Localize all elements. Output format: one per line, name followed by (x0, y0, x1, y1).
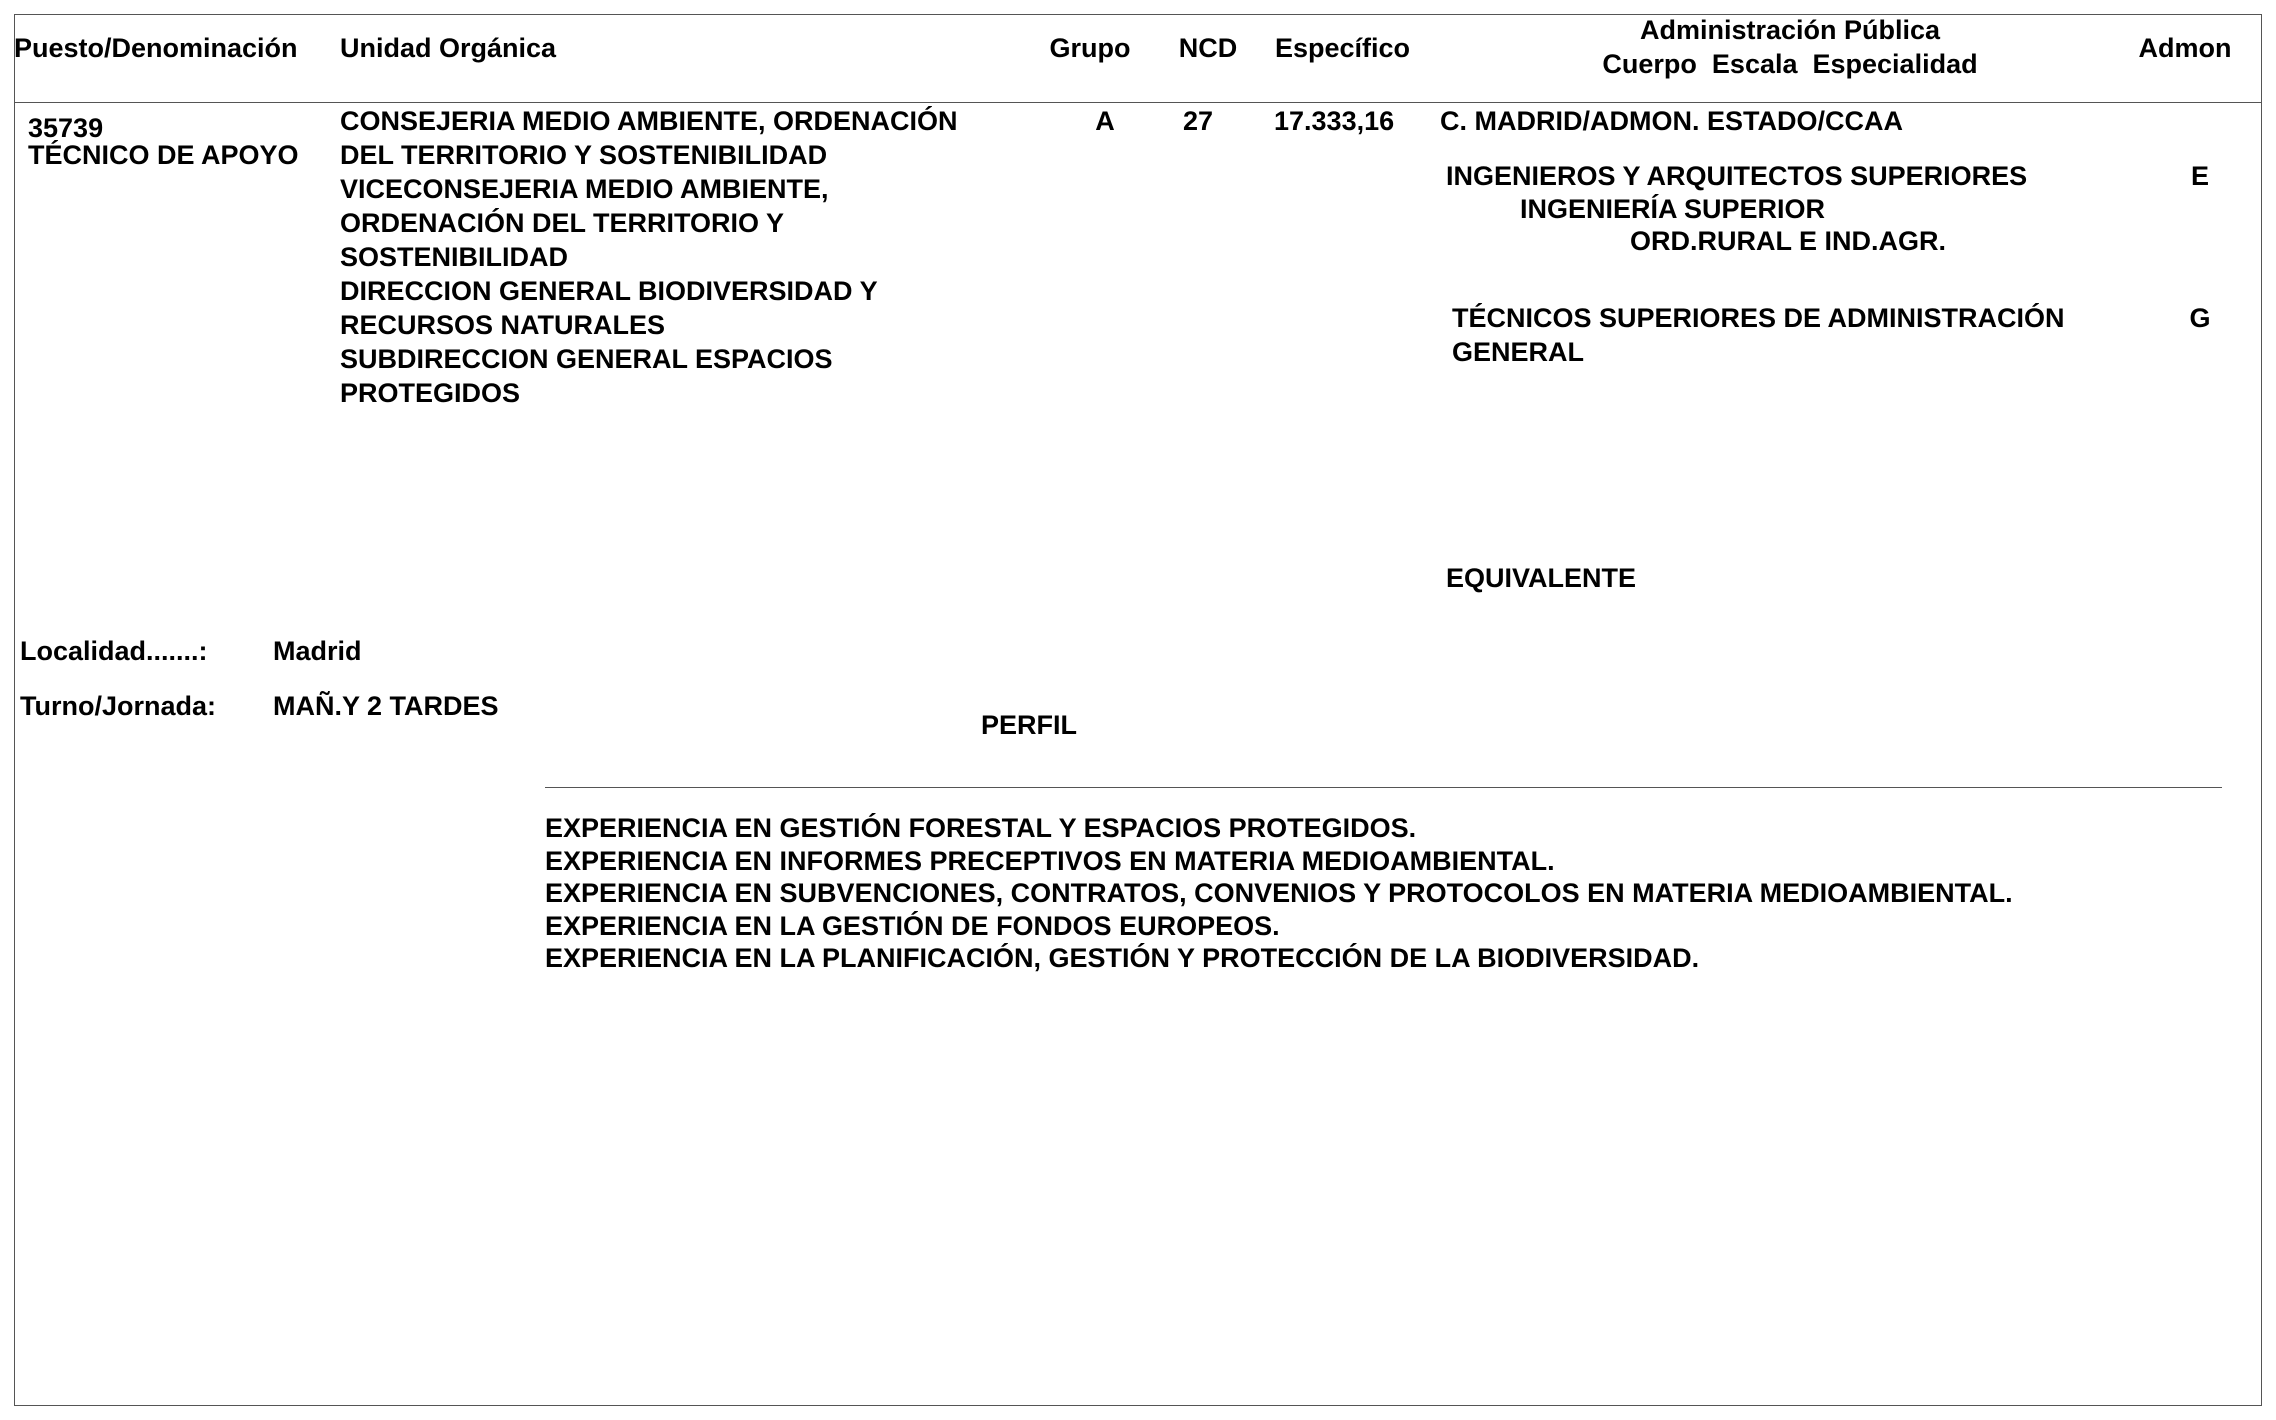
perfil-item: EXPERIENCIA EN SUBVENCIONES, CONTRATOS, CONVENIOS Y PROTOCOLOS EN MATERIA MEDIOAMBIENTAL. (545, 878, 2013, 908)
puesto-denominacion: TÉCNICO DE APOYO (28, 140, 299, 170)
unidad-organica-line: RECURSOS NATURALES (340, 310, 666, 340)
turno-value: MAÑ.Y 2 TARDES (273, 691, 499, 721)
cuerpo-2-line1: TÉCNICOS SUPERIORES DE ADMINISTRACIÓN (1452, 303, 2065, 333)
perfil-item: EXPERIENCIA EN LA GESTIÓN DE FONDOS EUROPEOS. (545, 910, 1280, 941)
unidad-organica-line: VICECONSEJERIA MEDIO AMBIENTE, (340, 174, 829, 204)
perfil-item: EXPERIENCIA EN LA PLANIFICACIÓN, GESTIÓN Y PROTECCIÓN DE LA BIODIVERSIDAD. (545, 943, 1700, 973)
turno-label: Turno/Jornada: (20, 691, 217, 721)
puesto-codigo: 35739 (28, 113, 104, 143)
header-unidad-organica: Unidad Orgánica (340, 33, 557, 63)
cuerpo-1: INGENIEROS Y ARQUITECTOS SUPERIORES (1446, 161, 2028, 191)
grupo-value: A (1095, 106, 1115, 136)
header-especifico: Específico (1275, 33, 1411, 63)
unidad-organica-line: PROTEGIDOS (340, 378, 521, 408)
header-separator (14, 102, 2262, 103)
header-grupo: Grupo (1049, 33, 1131, 63)
administracion-value: C. MADRID/ADMON. ESTADO/CCAA (1440, 106, 1903, 136)
escala-1: INGENIERÍA SUPERIOR (1520, 194, 1826, 224)
perfil-separator (545, 787, 2222, 788)
header-cuerpo-escala-especialidad: Cuerpo Escala Especialidad (1602, 49, 1978, 79)
unidad-organica-block (340, 104, 958, 410)
unidad-organica-line: CONSEJERIA MEDIO AMBIENTE, ORDENACIÓN (340, 106, 958, 136)
especifico-value: 17.333,16 (1274, 106, 1395, 136)
admon-2: G (2189, 303, 2211, 333)
localidad-value: Madrid (273, 636, 362, 666)
unidad-organica-line: SUBDIRECCION GENERAL ESPACIOS (340, 344, 833, 374)
perfil-title: PERFIL (981, 710, 1078, 740)
unidad-organica-line: SOSTENIBILIDAD (340, 242, 569, 272)
ncd-value: 27 (1182, 106, 1214, 136)
header-administracion-publica: Administración Pública (1639, 15, 1941, 45)
unidad-organica-line: DEL TERRITORIO Y SOSTENIBILIDAD (340, 140, 828, 170)
especialidad-1: ORD.RURAL E IND.AGR. (1630, 226, 1947, 256)
perfil-item: EXPERIENCIA EN GESTIÓN FORESTAL Y ESPACIOS PROTEGIDOS. (545, 813, 1417, 843)
admon-1: E (2190, 161, 2209, 191)
perfil-item: EXPERIENCIA EN INFORMES PRECEPTIVOS EN MATERIA MEDIOAMBIENTAL. (545, 845, 1555, 876)
header-puesto: Puesto/Denominación (14, 33, 298, 63)
unidad-organica-line: DIRECCION GENERAL BIODIVERSIDAD Y (340, 276, 878, 306)
localidad-label: Localidad.......: (20, 636, 208, 666)
cuerpo-2-line2: GENERAL (1452, 337, 1585, 367)
perfil-list (545, 812, 2013, 975)
equivalente: EQUIVALENTE (1446, 563, 1637, 593)
header-ncd: NCD (1178, 33, 1238, 63)
unidad-organica-line: ORDENACIÓN DEL TERRITORIO Y (340, 208, 785, 238)
header-admon: Admon (2138, 33, 2232, 63)
